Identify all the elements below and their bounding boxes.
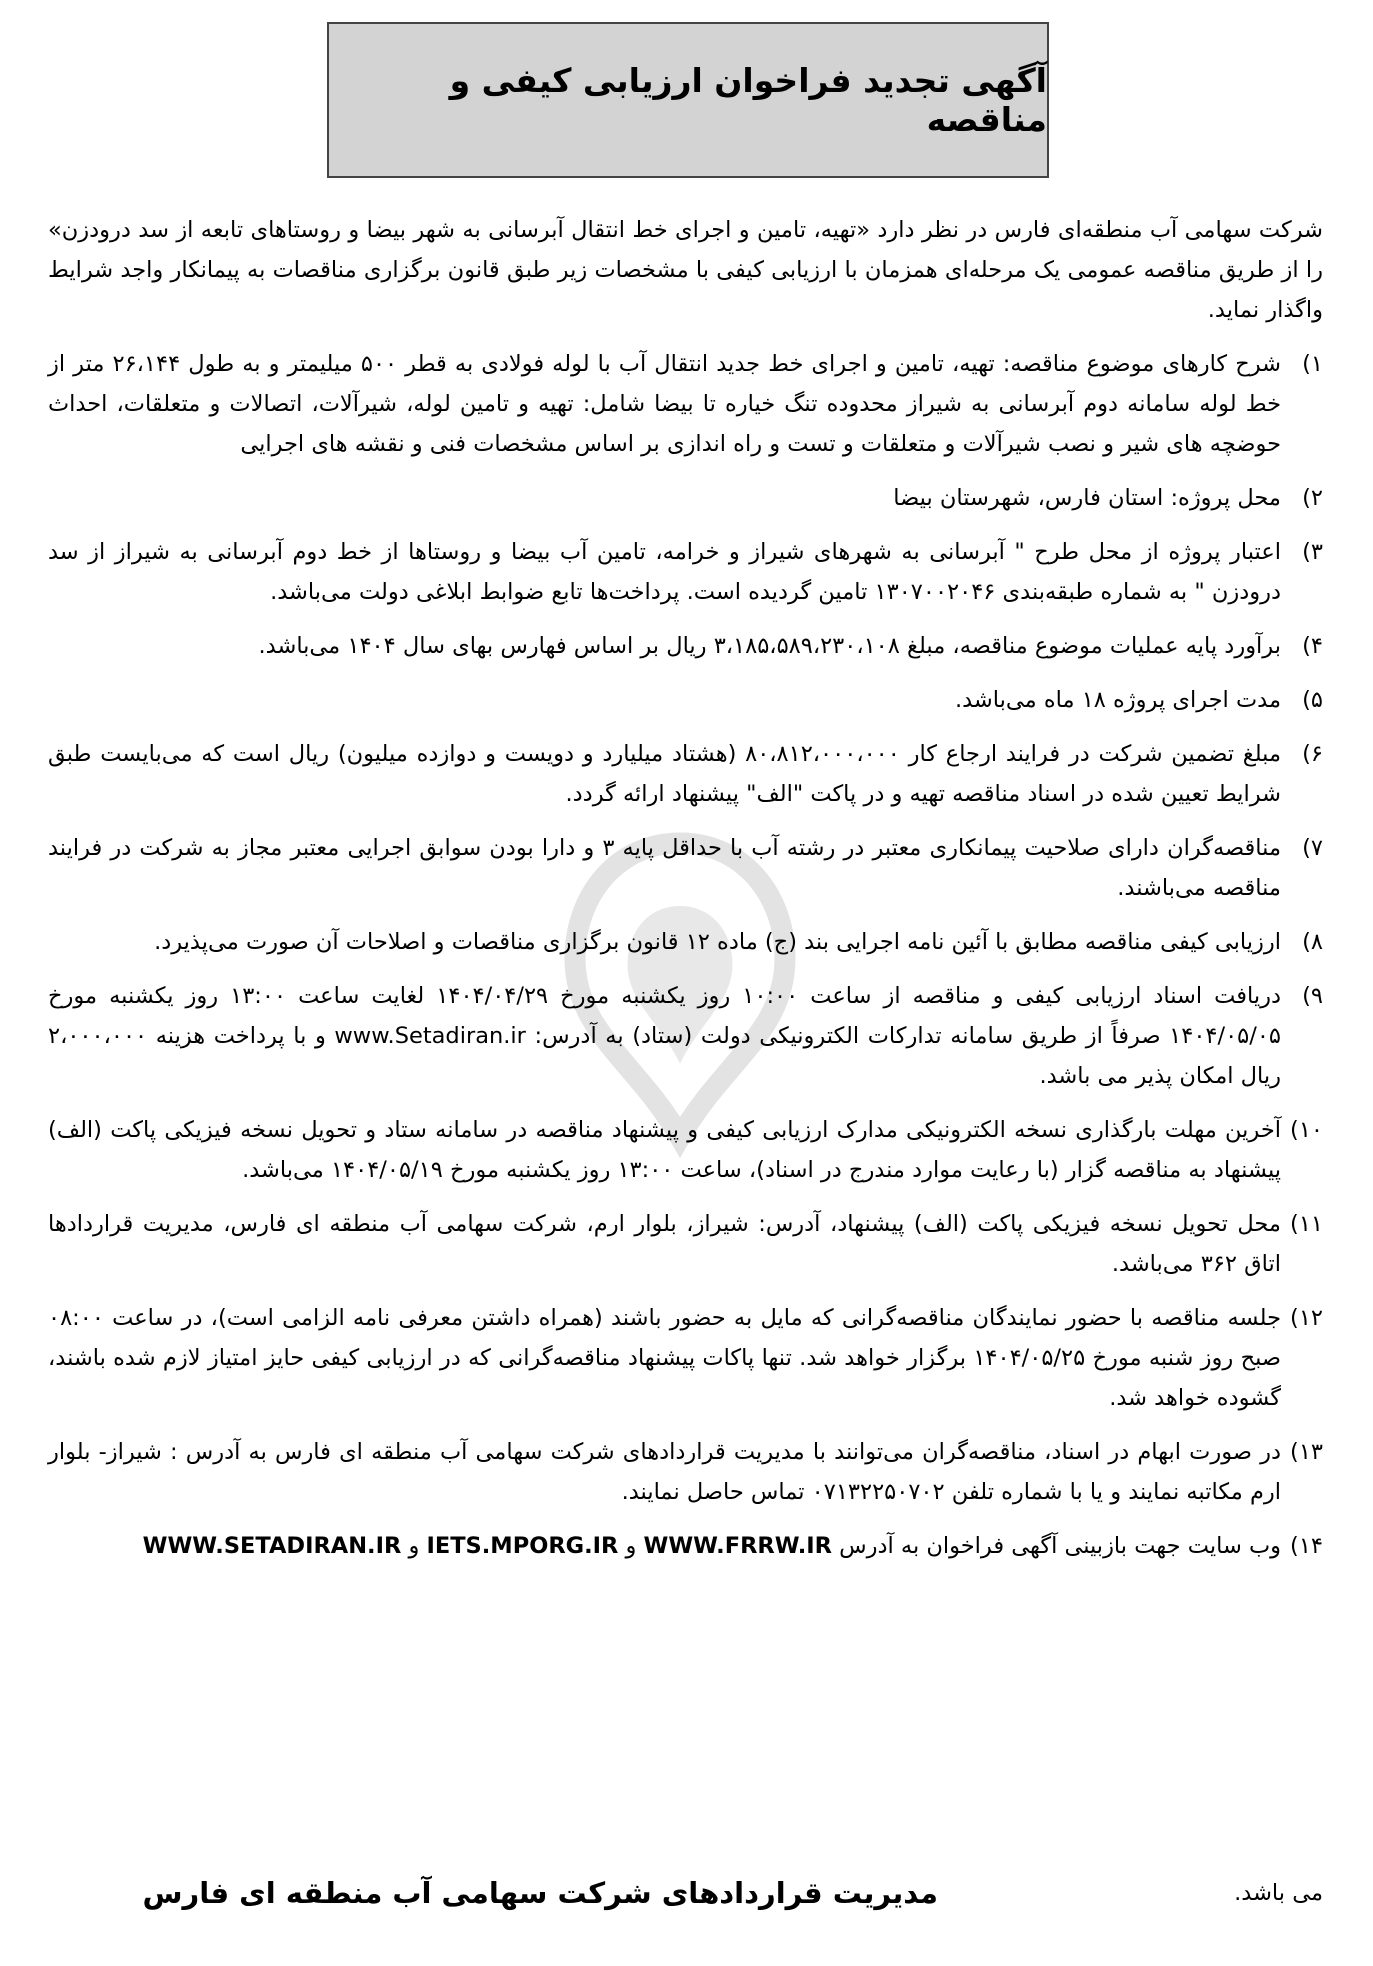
item-number: ۳) <box>1302 539 1323 565</box>
website-link-iets[interactable]: IETS.MPORG.IR <box>426 1533 619 1559</box>
item-text: محل تحویل نسخه فیزیکی پاکت (الف) پیشنهاد، آدرس: شیراز، بلوار ارم، شرکت سهامی آب منطقه ای فارس، مدیریت قراردادها اتاق ۳۶۲ می‌باشد. <box>48 1211 1281 1277</box>
list-item <box>48 828 1323 908</box>
item-number: ۱۲) <box>1290 1305 1323 1331</box>
item-number: ۵) <box>1302 687 1323 713</box>
website-link-setadiran[interactable]: WWW.SETADIRAN.IR <box>142 1533 402 1559</box>
item-text: شرح کارهای موضوع مناقصه: تهیه، تامین و اجرای خط جدید انتقال آب با لوله فولادی به قطر ۵۰۰ میلیمتر و به طول ۲۶،۱۴۴ متر از خط لوله سامانه دوم آبرسانی به شیراز محدوده تنگ خیاره تا بیضا شامل: تهیه و تامین لوله، شیرآلات، اتصالات و متعلقات، احداث حوضچه های شیر و نصب شیرآلات و متعلقات و تست و راه اندازی بر اساس مشخصات فنی و نقشه های اجرایی <box>48 351 1281 457</box>
item-number: ۴) <box>1302 633 1323 659</box>
list-item <box>48 1298 1323 1418</box>
list-item <box>48 976 1323 1096</box>
signature: مدیریت قراردادهای شرکت سهامی آب منطقه ای فارس <box>142 1876 938 1910</box>
item-number: ۱۴) <box>1290 1533 1323 1559</box>
item-text: دریافت اسناد ارزیابی کیفی و مناقصه از ساعت ۱۰:۰۰ روز یکشنبه مورخ ۱۴۰۴/۰۴/۲۹ لغایت ساعت ۱۳:۰۰ روز یکشنبه مورخ ۱۴۰۴/۰۵/۰۵ صرفاً از طریق سامانه تدارکات الکترونیکی دولت (ستاد) به آدرس: www.Setadiran.ir و با پرداخت هزینه ۲،۰۰۰،۰۰۰ ریال امکان پذیر می باشد. <box>48 983 1281 1089</box>
item-text: محل پروژه: استان فارس، شهرستان بیضا <box>893 485 1281 511</box>
item-number: ۸) <box>1302 929 1323 955</box>
and-word: و <box>408 1533 420 1559</box>
item-text: جلسه مناقصه با حضور نمایندگان مناقصه‌گرانی که مایل به حضور باشند (همراه داشتن معرفی نامه الزامی است)، در ساعت ۰۸:۰۰ صبح روز شنبه مورخ ۱۴۰۴/۰۵/۲۵ برگزار خواهد شد. تنها پاکات پیشنهاد مناقصه‌گرانی که در ارزیابی کیفی حایز امتیاز لازم شده باشند، گشوده خواهد شد. <box>48 1305 1281 1411</box>
notice-body <box>48 210 1323 1566</box>
websites-lead: وب سایت جهت بازبینی آگهی فراخوان به آدرس <box>839 1533 1281 1559</box>
item-text: اعتبار پروژه از محل طرح " آبرسانی به شهرهای شیراز و خرامه، تامین آب بیضا و روستاها از خط دوم آبرسانی به شیراز از سد درودزن " به شماره طبقه‌بندی ۱۳۰۷۰۰۲۰۴۶ تامین گردیده است. پرداخت‌ها تابع ضوابط ابلاغی دولت می‌باشد. <box>48 539 1281 605</box>
list-item <box>48 344 1323 464</box>
list-item <box>48 734 1323 814</box>
list-item <box>48 1110 1323 1190</box>
list-item-websites <box>48 1526 1323 1566</box>
item-text: مبلغ تضمین شرکت در فرایند ارجاع کار ۸۰،۸۱۲،۰۰۰،۰۰۰ (هشتاد میلیارد و دویست و دوازده میلیون) ریال است که می‌بایست طبق شرایط تعیین شده در اسناد مناقصه تهیه و در پاکت "الف" پیشنهاد ارائه گردد. <box>48 741 1281 807</box>
intro-paragraph: شرکت سهامی آب منطقه‌ای فارس در نظر دارد «تهیه، تامین و اجرای خط انتقال آبرسانی به شهر بیضا و روستاهای تابعه از سد درودزن» را از طریق مناقصه عمومی یک مرحله‌ای همزمان با ارزیابی کیفی با مشخصات زیر طبق قانون برگزاری مناقصات به پیمانکار واجد شرایط واگذار نماید. <box>48 217 1323 323</box>
and-word: و <box>625 1533 637 1559</box>
footer-row <box>60 1876 1323 1920</box>
item-text: در صورت ابهام در اسناد، مناقصه‌گران می‌توانند با مدیریت قراردادهای شرکت سهامی آب منطقه ای فارس به آدرس : شیراز- بلوار ارم مکاتبه نمایند و یا با شماره تلفن ۰۷۱۳۲۲۵۰۷۰۲ تماس حاصل نمایند. <box>48 1439 1281 1505</box>
list-item <box>48 626 1323 666</box>
title-box <box>327 22 1049 178</box>
list-item <box>48 478 1323 518</box>
item-text: مناقصه‌گران دارای صلاحیت پیمانکاری معتبر در رشته آب با حداقل پایه ۳ و دارا بودن سوابق اجرایی معتبر مجاز به شرکت در فرایند مناقصه می‌باشند. <box>48 835 1281 901</box>
list-item <box>48 922 1323 962</box>
item-number: ۱) <box>1302 351 1323 377</box>
item-text <box>48 1526 1281 1566</box>
item-text: برآورد پایه عملیات موضوع مناقصه، مبلغ ۳،۱۸۵،۵۸۹،۲۳۰،۱۰۸ ریال بر اساس فهارس بهای سال ۱۴۰۴ می‌باشد. <box>258 633 1281 659</box>
item-number: ۶) <box>1302 741 1323 767</box>
item-number: ۱۱) <box>1290 1211 1323 1237</box>
item-number: ۱۳) <box>1290 1439 1323 1465</box>
item-number: ۲) <box>1302 485 1323 511</box>
item-number: ۹) <box>1302 983 1323 1009</box>
notice-title: آگهی تجدید فراخوان ارزیابی کیفی و مناقصه <box>449 61 1047 139</box>
item-text: ارزیابی کیفی مناقصه مطابق با آئین نامه اجرایی بند (ج) ماده ۱۲ قانون برگزاری مناقصات و اصلاحات آن صورت می‌پذیرد. <box>154 929 1281 955</box>
item-text: آخرین مهلت بارگذاری نسخه الکترونیکی مدارک ارزیابی کیفی و پیشنهاد مناقصه در سامانه ستاد و تحویل نسخه فیزیکی پاکت (الف) پیشنهاد به مناقصه گزار (با رعایت موارد مندرج در اسناد)، ساعت ۱۳:۰۰ روز یکشنبه مورخ ۱۴۰۴/۰۵/۱۹ می‌باشد. <box>48 1117 1281 1183</box>
websites-tail: می باشد. <box>1234 1880 1323 1906</box>
item-number: ۱۰) <box>1290 1117 1323 1143</box>
list-item <box>48 680 1323 720</box>
list-item <box>48 532 1323 612</box>
item-number: ۷) <box>1302 835 1323 861</box>
list-item <box>48 1432 1323 1512</box>
list-item <box>48 1204 1323 1284</box>
website-link-frrw[interactable]: WWW.FRRW.IR <box>643 1533 832 1559</box>
item-text: مدت اجرای پروژه ۱۸ ماه می‌باشد. <box>954 687 1281 713</box>
